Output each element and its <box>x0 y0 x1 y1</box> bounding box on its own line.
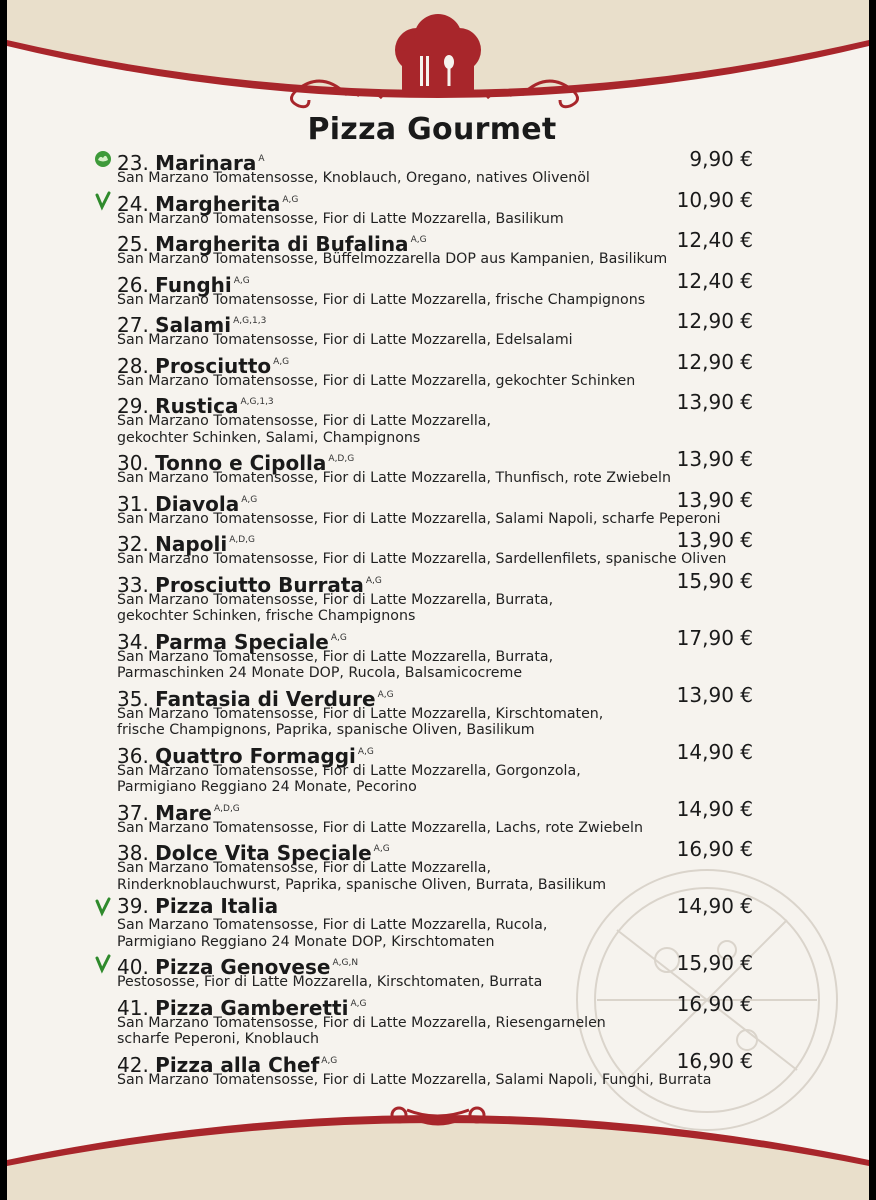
menu-item <box>7 627 869 684</box>
item-name: Pizza Genovese <box>155 955 331 979</box>
item-allergens: A,D,G <box>214 803 240 814</box>
item-name: Margherita <box>155 191 281 216</box>
item-name: Parma Speciale <box>155 629 329 654</box>
item-description <box>117 649 777 684</box>
item-allergens: A,G <box>233 275 250 286</box>
item-description-line: San Marzano Tomatensosse, Fior di Latte Mozzarella, Kirschtomaten, <box>117 705 604 722</box>
item-name: Prosciutto Burrata <box>155 572 364 597</box>
item-name: Mare <box>155 800 212 825</box>
item-description <box>117 470 777 489</box>
item-allergens: A,G <box>321 1055 338 1066</box>
item-name: Napoli <box>155 532 228 556</box>
item-allergens: A,D,G <box>328 454 355 464</box>
item-name: Dolce Vita Speciale <box>155 841 372 865</box>
item-number: 33. <box>117 572 156 597</box>
item-description <box>117 170 777 189</box>
item-description <box>117 373 777 392</box>
item-allergens: A,G <box>330 632 347 643</box>
menu-item <box>7 229 869 270</box>
item-number: 29. <box>117 394 156 418</box>
item-number: 26. <box>117 272 156 297</box>
item-description-line: gekochter Schinken, Salami, Champignons <box>117 429 421 446</box>
menu-item <box>7 310 869 351</box>
item-description-line: San Marzano Tomatensosse, Fior di Latte Mozzarella, frische Champignons <box>117 291 646 308</box>
item-description-line: San Marzano Tomatensosse, Fior di Latte Mozzarella, Basilikum <box>117 210 564 227</box>
item-allergens: A,G <box>377 689 394 700</box>
menu-item <box>7 1050 869 1091</box>
item-description-line: gekochter Schinken, frische Champignons <box>117 608 416 624</box>
item-description <box>117 251 777 270</box>
item-description-line: San Marzano Tomatensosse, Fior di Latte Mozzarella, Edelsalami <box>117 332 573 348</box>
item-name: Quattro Formaggi <box>155 743 356 768</box>
item-allergens: A,G <box>350 998 367 1009</box>
item-allergens: A,G <box>365 575 382 586</box>
item-number: 34. <box>117 629 156 654</box>
item-description-line: scharfe Peperoni, Knoblauch <box>117 1031 320 1047</box>
item-allergens: A,G,1,3 <box>240 397 274 407</box>
item-name: Tonno e Cipolla <box>155 451 327 475</box>
item-allergens: A <box>258 154 265 164</box>
item-description-line: Parmigiano Reggiano 24 Monate DOP, Kirschtomaten <box>117 933 495 950</box>
item-number: 28. <box>117 353 156 378</box>
item-price: 13,90 € <box>676 528 753 552</box>
item-price: 12,40 € <box>676 228 753 252</box>
item-description-line: San Marzano Tomatensosse, Fior di Latte Mozzarella, Thunfisch, rote Zwiebeln <box>117 470 671 486</box>
menu-item <box>7 448 869 489</box>
item-description-line: San Marzano Tomatensosse, Fior di Latte Mozzarella, Salami Napoli, scharfe Peperoni <box>117 510 721 527</box>
item-description <box>117 592 777 627</box>
vegetarian-v-icon <box>94 897 114 917</box>
item-allergens: A,G <box>357 746 374 757</box>
item-description <box>117 917 777 952</box>
item-description <box>117 860 777 895</box>
item-description-line: San Marzano Tomatensosse, Fior di Latte Mozzarella, Rucola, <box>117 917 548 933</box>
item-allergens: A,G <box>273 356 290 367</box>
item-description <box>117 1072 777 1091</box>
item-description <box>117 1015 777 1050</box>
item-price: 12,40 € <box>676 268 753 293</box>
item-price: 16,90 € <box>676 991 753 1016</box>
item-number: 24. <box>117 191 156 216</box>
item-number: 37. <box>117 800 156 825</box>
item-description <box>117 292 777 311</box>
item-description <box>117 706 777 741</box>
item-price: 14,90 € <box>676 894 753 918</box>
item-description-line: San Marzano Tomatensosse, Fior di Latte Mozzarella, Salami Napoli, Funghi, Burrata <box>117 1071 712 1088</box>
item-name: Margherita di Bufalina <box>155 232 409 256</box>
menu-item <box>7 270 869 311</box>
item-price: 12,90 € <box>676 349 753 374</box>
menu-item <box>7 838 869 895</box>
page-title: Pizza Gourmet <box>307 112 557 147</box>
item-number: 38. <box>117 841 156 865</box>
item-description-line: San Marzano Tomatensosse, Büffelmozzarella DOP aus Kampanien, Basilikum <box>117 251 668 267</box>
item-name: Salami <box>155 313 232 337</box>
item-description <box>117 332 777 351</box>
item-number: 40. <box>117 955 156 979</box>
vegetarian-v-icon <box>94 954 114 974</box>
item-price: 13,90 € <box>676 390 753 414</box>
item-name: Rustica <box>155 394 239 418</box>
item-description-line: frische Champignons, Paprika, spanische Oliven, Basilikum <box>117 722 535 738</box>
item-number: 32. <box>117 532 156 556</box>
menu-item <box>7 895 869 952</box>
menu-item <box>7 798 869 839</box>
item-number: 23. <box>117 151 156 175</box>
menu-item <box>7 529 869 570</box>
vegetarian-v-icon <box>94 191 114 211</box>
item-price: 15,90 € <box>676 568 753 593</box>
item-description <box>117 551 777 570</box>
menu-item <box>7 570 869 627</box>
item-number: 27. <box>117 313 156 337</box>
item-name: Marinara <box>155 151 257 175</box>
item-number: 41. <box>117 995 156 1020</box>
item-allergens: A,G <box>410 235 427 245</box>
item-description-line: San Marzano Tomatensosse, Fior di Latte Mozzarella, <box>117 860 491 876</box>
item-description-line: San Marzano Tomatensosse, Fior di Latte Mozzarella, Burrata, <box>117 648 554 665</box>
item-number: 39. <box>117 894 156 918</box>
item-description-line: San Marzano Tomatensosse, Fior di Latte Mozzarella, Burrata, <box>117 591 554 608</box>
item-price: 14,90 € <box>676 739 753 764</box>
item-description <box>117 511 777 530</box>
item-description-line: Rinderknoblauchwurst, Paprika, spanische Oliven, Burrata, Basilikum <box>117 876 607 893</box>
item-description-line: San Marzano Tomatensosse, Fior di Latte Mozzarella, Gorgonzola, <box>117 762 581 779</box>
item-price: 15,90 € <box>676 951 753 975</box>
item-number: 25. <box>117 232 156 256</box>
menu-item <box>7 741 869 798</box>
item-price: 16,90 € <box>676 1048 753 1073</box>
item-description-line: Pestososse, Fior di Latte Mozzarella, Kirschtomaten, Burrata <box>117 974 543 990</box>
item-description-line: San Marzano Tomatensosse, Fior di Latte Mozzarella, Riesengarnelen <box>117 1014 606 1031</box>
menu-list <box>7 148 869 1090</box>
item-allergens: A,G,1,3 <box>233 316 267 326</box>
item-price: 9,90 € <box>689 147 753 171</box>
item-name: Prosciutto <box>155 353 272 378</box>
item-name: Fantasia di Verdure <box>155 686 376 711</box>
item-price: 13,90 € <box>676 447 753 471</box>
item-name: Pizza Gamberetti <box>155 995 349 1020</box>
item-number: 42. <box>117 1052 156 1077</box>
item-name: Diavola <box>155 491 240 516</box>
item-allergens: A,G <box>282 194 299 205</box>
item-number: 31. <box>117 491 156 516</box>
item-description-line: Parmaschinken 24 Monate DOP, Rucola, Balsamicocreme <box>117 665 523 681</box>
item-description-line: Parmigiano Reggiano 24 Monate, Pecorino <box>117 779 417 795</box>
vegan-leaf-icon <box>94 150 114 170</box>
item-number: 30. <box>117 451 156 475</box>
item-description <box>117 763 777 798</box>
item-description-line: San Marzano Tomatensosse, Fior di Latte Mozzarella, Sardellenfilets, spanische Oliven <box>117 551 727 567</box>
item-description-line: San Marzano Tomatensosse, Fior di Latte Mozzarella, <box>117 413 491 429</box>
item-price: 17,90 € <box>676 625 753 650</box>
item-name: Pizza alla Chef <box>155 1052 320 1077</box>
item-allergens: A,G <box>373 844 390 854</box>
item-number: 36. <box>117 743 156 768</box>
item-price: 10,90 € <box>676 187 753 212</box>
item-price: 13,90 € <box>676 682 753 707</box>
item-allergens: A,D,G <box>229 535 255 545</box>
menu-item <box>7 993 869 1050</box>
menu-item <box>7 189 869 230</box>
item-price: 16,90 € <box>676 837 753 861</box>
item-price: 12,90 € <box>676 309 753 333</box>
item-name: Pizza Italia <box>155 894 279 918</box>
item-price: 14,90 € <box>676 796 753 821</box>
menu-item <box>7 684 869 741</box>
item-allergens: A,G <box>241 494 258 505</box>
menu-item <box>7 391 869 448</box>
item-description <box>117 974 777 993</box>
menu-item <box>7 952 869 993</box>
menu-item <box>7 148 869 189</box>
item-number: 35. <box>117 686 156 711</box>
item-description-line: San Marzano Tomatensosse, Knoblauch, Oregano, natives Olivenöl <box>117 170 590 186</box>
item-description <box>117 820 777 839</box>
item-allergens: A,G,N <box>332 958 359 968</box>
menu-item <box>7 351 869 392</box>
item-name: Funghi <box>155 272 232 297</box>
item-description <box>117 211 777 230</box>
menu-item <box>7 489 869 530</box>
item-description <box>117 413 777 448</box>
item-price: 13,90 € <box>676 487 753 512</box>
menu-page <box>7 0 869 1200</box>
item-description-line: San Marzano Tomatensosse, Fior di Latte Mozzarella, gekochter Schinken <box>117 372 636 389</box>
item-description-line: San Marzano Tomatensosse, Fior di Latte Mozzarella, Lachs, rote Zwiebeln <box>117 819 643 836</box>
